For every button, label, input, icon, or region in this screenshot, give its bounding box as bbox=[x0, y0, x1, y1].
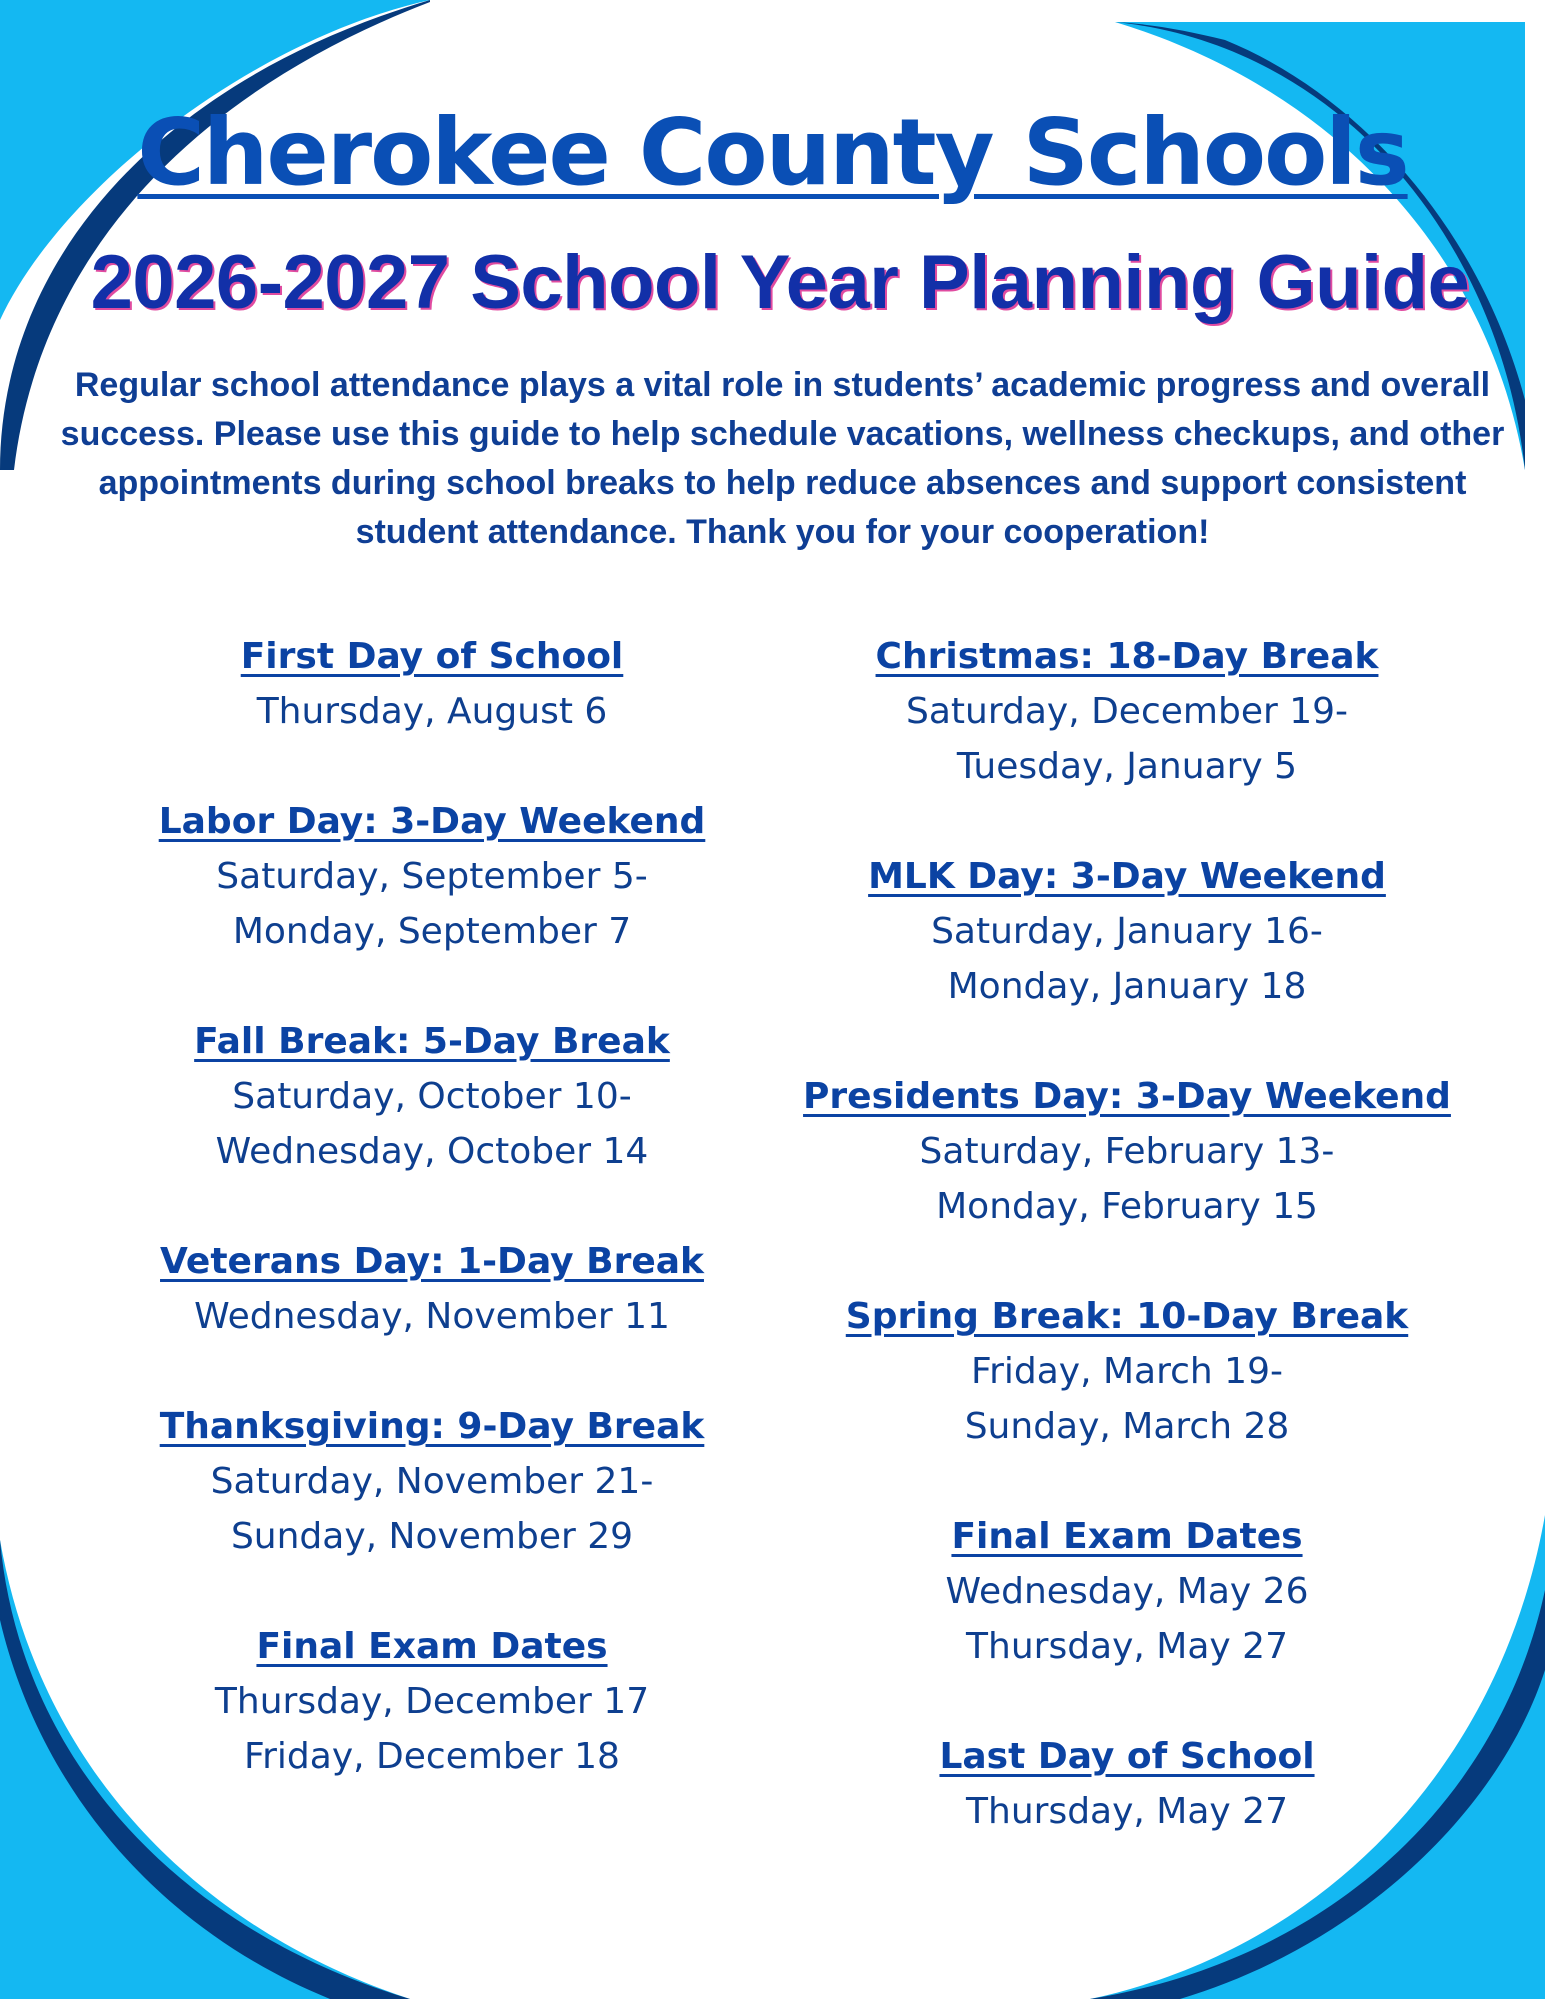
event-block bbox=[130, 1619, 734, 1784]
right-column bbox=[780, 629, 1474, 1839]
event-date: Saturday, September 5- bbox=[216, 856, 648, 897]
event-block bbox=[780, 1509, 1474, 1674]
event-title: Labor Day: 3-Day Weekend bbox=[158, 801, 706, 842]
event-title: Presidents Day: 3-Day Weekend bbox=[803, 1076, 1451, 1117]
event-title: Thanksgiving: 9-Day Break bbox=[159, 1406, 705, 1447]
event-date: Wednesday, November 11 bbox=[194, 1296, 670, 1337]
event-block bbox=[780, 1069, 1474, 1234]
event-block bbox=[130, 1014, 734, 1179]
event-date: Wednesday, October 14 bbox=[215, 1131, 649, 1172]
guide-title-heading: 2026-2027 School Year Planning Guide bbox=[90, 240, 1470, 325]
event-title: Fall Break: 5-Day Break bbox=[194, 1021, 670, 1062]
event-block bbox=[130, 1234, 734, 1344]
event-block bbox=[780, 849, 1474, 1014]
event-title: Veterans Day: 1-Day Break bbox=[160, 1241, 704, 1282]
event-date: Saturday, October 10- bbox=[232, 1076, 632, 1117]
event-title: First Day of School bbox=[240, 636, 624, 677]
event-title: Final Exam Dates bbox=[256, 1626, 608, 1667]
event-block bbox=[780, 629, 1474, 794]
event-date: Friday, December 18 bbox=[244, 1736, 620, 1777]
event-date: Monday, January 18 bbox=[947, 966, 1307, 1007]
intro-paragraph: Regular school attendance plays a vital role in students’ academic progress and overall success. Please use this guide to help schedule vacations, wellness checkups, and other appointments during school breaks to help reduce absences and support consistent student attendance. Thank you for your cooperation! bbox=[60, 366, 1505, 551]
event-date: Tuesday, January 5 bbox=[956, 746, 1298, 787]
left-column bbox=[130, 629, 734, 1784]
event-date: Friday, March 19- bbox=[971, 1351, 1283, 1392]
event-date: Thursday, December 17 bbox=[214, 1681, 650, 1722]
event-block bbox=[780, 1729, 1474, 1839]
event-title: Final Exam Dates bbox=[951, 1516, 1303, 1557]
event-date: Thursday, May 27 bbox=[966, 1626, 1288, 1667]
event-date: Saturday, January 16- bbox=[931, 911, 1323, 952]
event-date: Sunday, November 29 bbox=[230, 1516, 634, 1557]
event-date: Thursday, May 27 bbox=[966, 1791, 1288, 1832]
event-title: Spring Break: 10-Day Break bbox=[845, 1296, 1409, 1337]
school-name-heading: Cherokee County Schools bbox=[137, 99, 1408, 206]
event-block bbox=[130, 794, 734, 959]
event-date: Thursday, August 6 bbox=[256, 691, 608, 732]
event-title: Last Day of School bbox=[939, 1736, 1315, 1777]
event-block bbox=[130, 1399, 734, 1564]
event-block bbox=[780, 1289, 1474, 1454]
event-date: Sunday, March 28 bbox=[964, 1406, 1290, 1447]
event-date: Saturday, November 21- bbox=[210, 1461, 654, 1502]
event-date: Saturday, February 13- bbox=[919, 1131, 1335, 1172]
event-date: Saturday, December 19- bbox=[905, 691, 1349, 732]
event-date: Monday, February 15 bbox=[936, 1186, 1318, 1227]
event-title: Christmas: 18-Day Break bbox=[875, 636, 1379, 677]
event-title: MLK Day: 3-Day Weekend bbox=[868, 856, 1386, 897]
event-date: Monday, September 7 bbox=[232, 911, 632, 952]
event-date: Wednesday, May 26 bbox=[945, 1571, 1309, 1612]
event-block bbox=[130, 629, 734, 739]
